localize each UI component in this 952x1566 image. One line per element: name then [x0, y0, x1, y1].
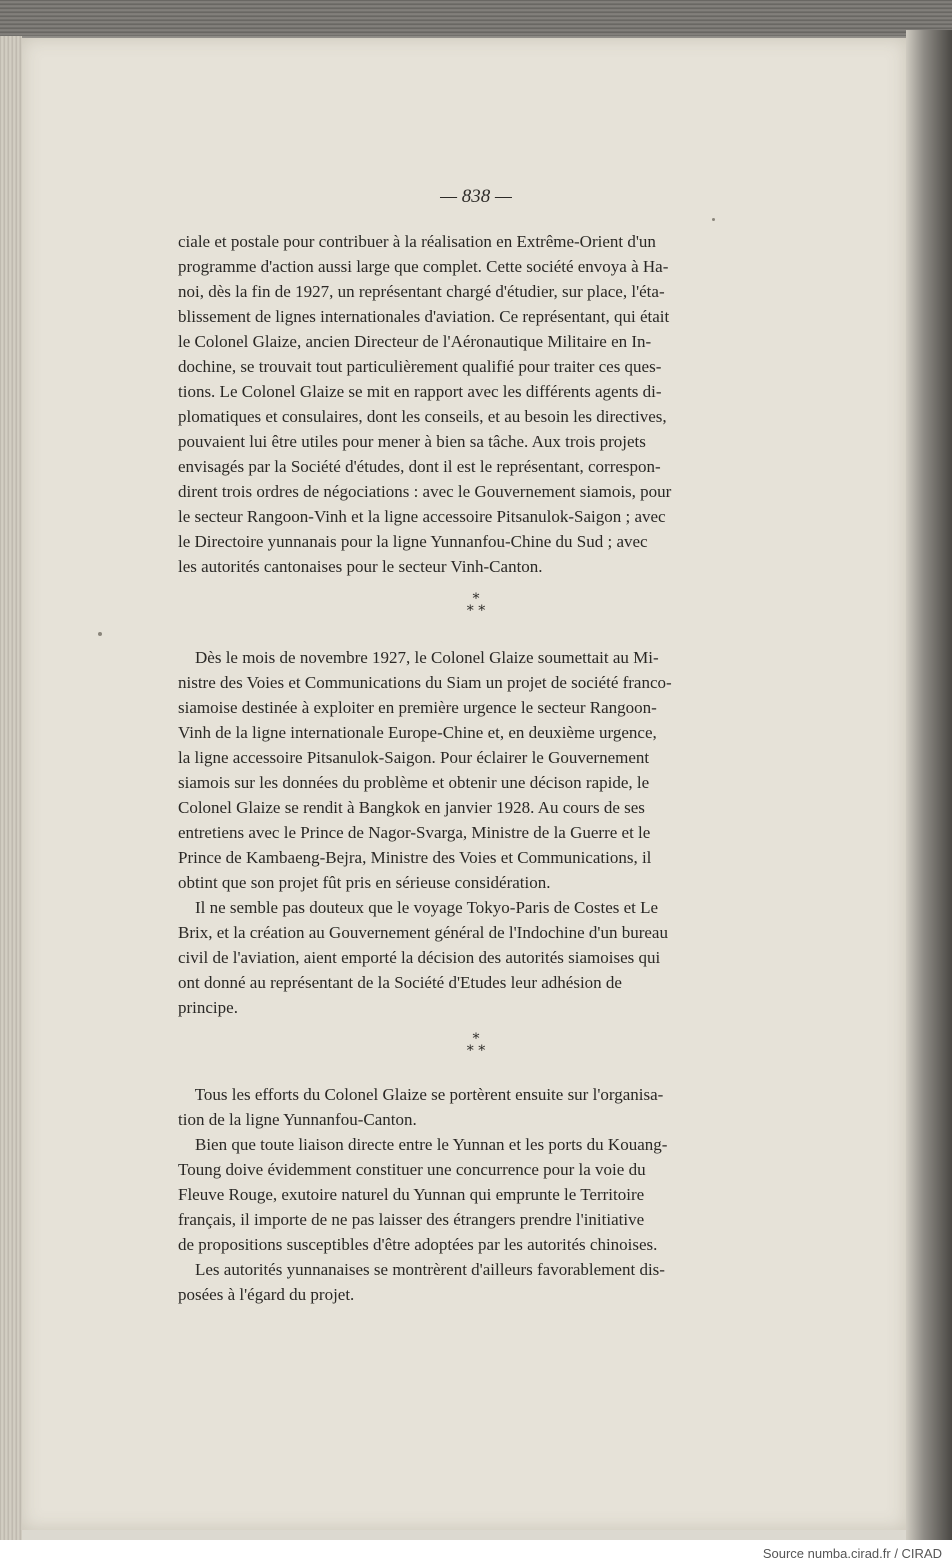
text-line: siamoise destinée à exploiter en première urgence le secteur Rangoon- — [178, 698, 657, 717]
text-line: les autorités cantonaises pour le secteur Vinh-Canton. — [178, 557, 543, 576]
text-line: le Colonel Glaize, ancien Directeur de l'Aéronautique Militaire en In- — [178, 332, 652, 351]
text-line: Dès le mois de novembre 1927, le Colonel Glaize soumettait au Mi- — [178, 648, 659, 667]
text-line: ciale et postale pour contribuer à la réalisation en Extrême-Orient d'un — [178, 232, 656, 251]
text-line: pouvaient lui être utiles pour mener à bien sa tâche. Aux trois projets — [178, 432, 646, 451]
text-line: tion de la ligne Yunnanfou-Canton. — [178, 1110, 417, 1129]
text-line: la ligne accessoire Pitsanulok-Saigon. Pour éclairer le Gouvernement — [178, 748, 650, 767]
text-line: envisagés par la Société d'études, dont il est le représentant, correspon- — [178, 457, 661, 476]
text-line: français, il importe de ne pas laisser des étrangers prendre l'initiative — [178, 1210, 645, 1229]
text-line: Colonel Glaize se rendit à Bangkok en janvier 1928. Au cours de ses — [178, 798, 645, 817]
paragraph-6 — [178, 1257, 848, 1307]
paragraph-2 — [178, 645, 848, 895]
text-line: Vinh de la ligne internationale Europe-Chine et, en deuxième urgence, — [178, 723, 657, 742]
text-line: nistre des Voies et Communications du Siam un projet de société franco- — [178, 673, 672, 692]
text-line: Tous les efforts du Colonel Glaize se portèrent ensuite sur l'organisa- — [178, 1085, 664, 1104]
text-line: le secteur Rangoon-Vinh et la ligne accessoire Pitsanulok-Saigon ; avec — [178, 507, 666, 526]
text-line: Prince de Kambaeng-Bejra, Ministre des Voies et Communications, il — [178, 848, 652, 867]
text-line: Brix, et la création au Gouvernement général de l'Indochine d'un bureau — [178, 923, 668, 942]
text-line: Toung doive évidemment constituer une concurrence pour la voie du — [178, 1160, 646, 1179]
text-line: dochine, se trouvait tout particulièrement qualifié pour traiter ces ques- — [178, 357, 662, 376]
paragraph-1 — [178, 229, 848, 579]
text-line: civil de l'aviation, aient emporté la décision des autorités siamoises qui — [178, 948, 661, 967]
text-line: Il ne semble pas douteux que le voyage Tokyo-Paris de Costes et Le — [178, 898, 659, 917]
paper-speck — [712, 218, 715, 221]
source-credit: Source numba.cirad.fr / CIRAD — [762, 1546, 942, 1561]
text-line: Les autorités yunnanaises se montrèrent d'ailleurs favorablement dis- — [178, 1260, 665, 1279]
book-left-edge — [0, 36, 22, 1540]
text-line: dirent trois ordres de négociations : avec le Gouvernement siamois, pour — [178, 482, 672, 501]
text-line: posées à l'égard du projet. — [178, 1285, 355, 1304]
text-line: de propositions susceptibles d'être adoptées par les autorités chinoises. — [178, 1235, 658, 1254]
text-line: Bien que toute liaison directe entre le Yunnan et les ports du Kouang- — [178, 1135, 668, 1154]
paragraph-3 — [178, 895, 848, 1020]
text-line: siamois sur les données du problème et obtenir une décison rapide, le — [178, 773, 650, 792]
book-top-pages — [0, 0, 952, 36]
text-line: principe. — [178, 998, 238, 1017]
book-right-edge — [906, 30, 952, 1540]
text-line: plomatiques et consulaires, dont les conseils, et au besoin les directives, — [178, 407, 667, 426]
paragraph-5 — [178, 1132, 848, 1257]
text-line: entretiens avec le Prince de Nagor-Svarga, Ministre de la Guerre et le — [178, 823, 651, 842]
section-separator: * * * — [466, 1031, 486, 1059]
text-line: Fleuve Rouge, exutoire naturel du Yunnan qui emprunte le Territoire — [178, 1185, 645, 1204]
page-number: — 838 — — [440, 186, 512, 207]
text-line: obtint que son projet fût pris en sérieuse considération. — [178, 873, 551, 892]
text-line: blissement de lignes internationales d'aviation. Ce représentant, qui était — [178, 307, 670, 326]
section-separator: * * * — [466, 591, 486, 619]
text-line: ont donné au représentant de la Société d'Etudes leur adhésion de — [178, 973, 622, 992]
text-line: le Directoire yunnanais pour la ligne Yunnanfou-Chine du Sud ; avec — [178, 532, 648, 551]
text-line: tions. Le Colonel Glaize se mit en rapport avec les différents agents di- — [178, 382, 662, 401]
text-line: noi, dès la fin de 1927, un représentant chargé d'étudier, sur place, l'éta- — [178, 282, 665, 301]
paragraph-4 — [178, 1082, 848, 1132]
text-line: programme d'action aussi large que complet. Cette société envoya à Ha- — [178, 257, 669, 276]
paper-speck — [98, 632, 102, 636]
